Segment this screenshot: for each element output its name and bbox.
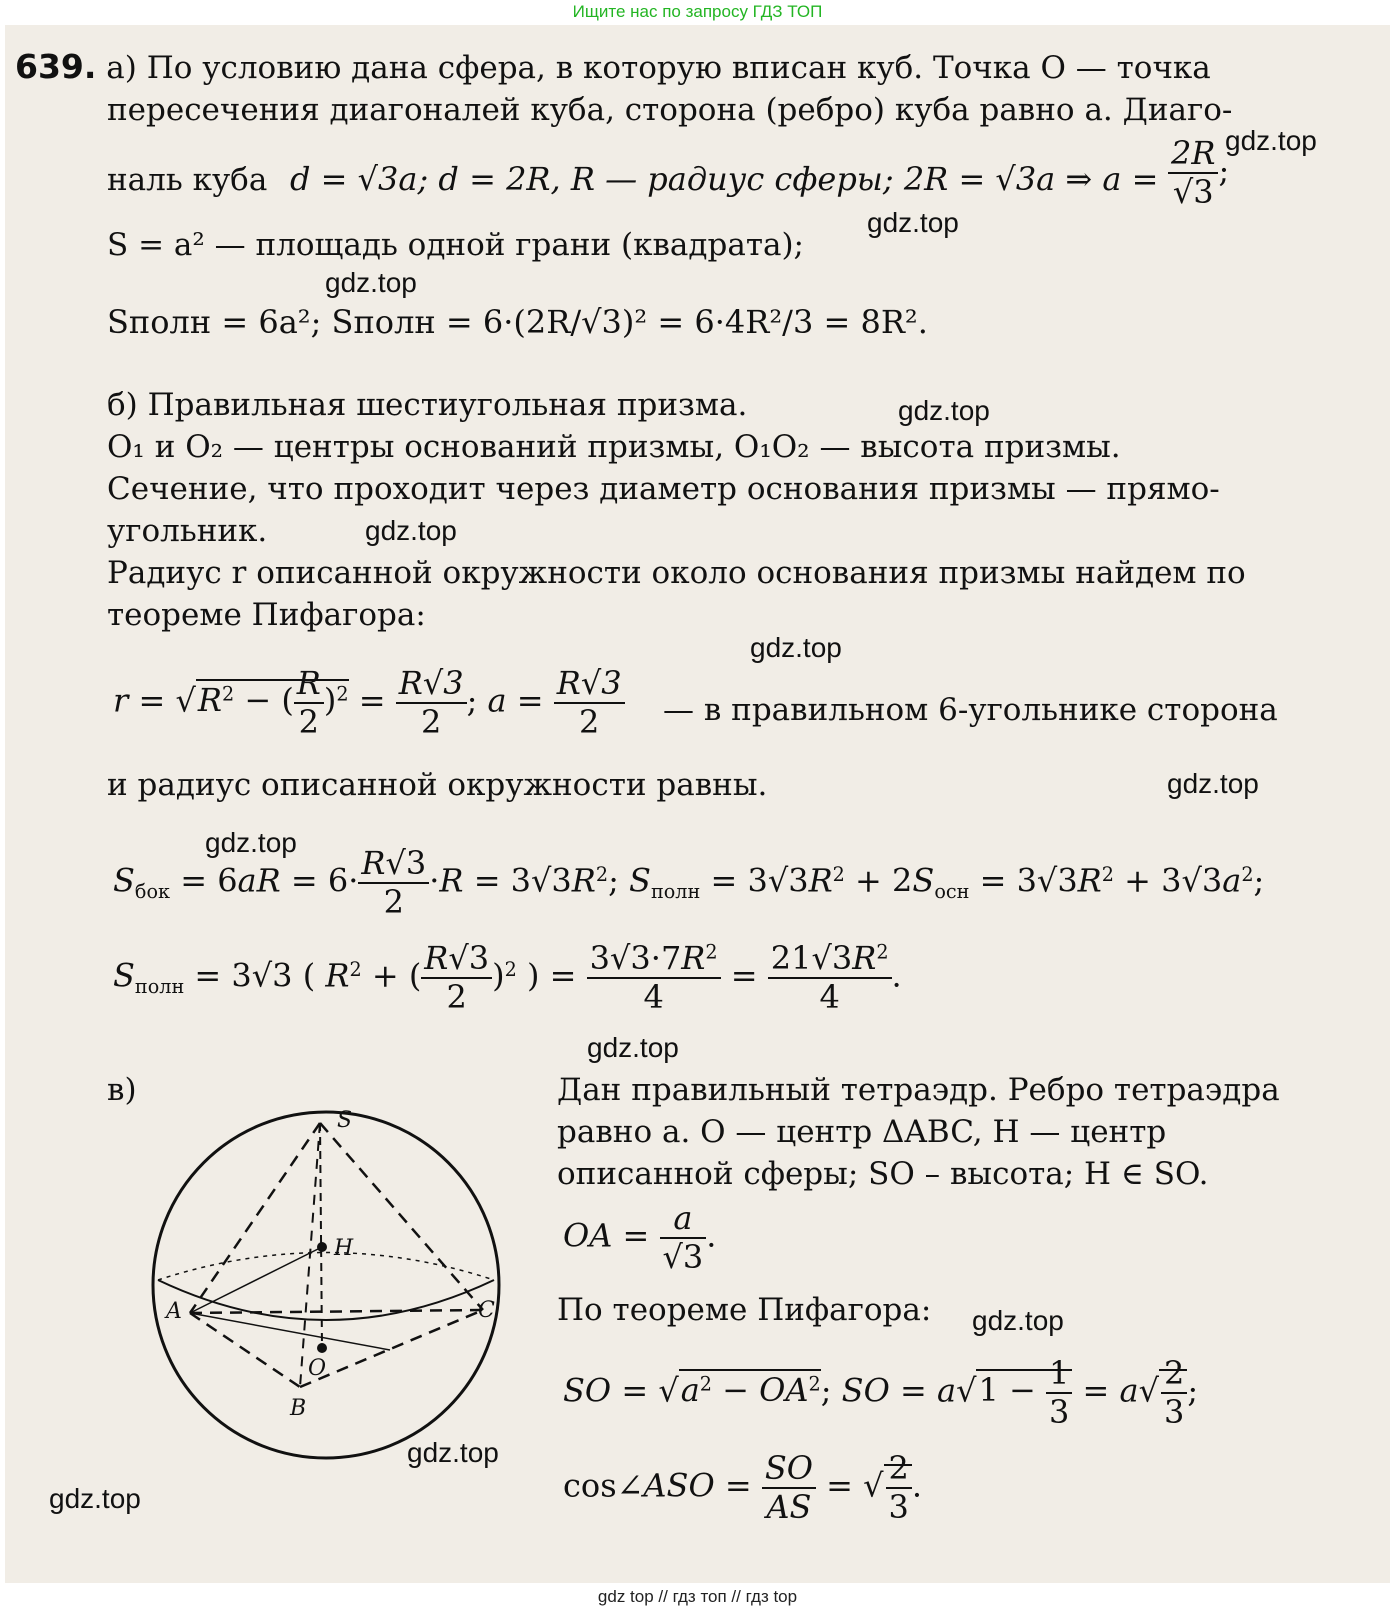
watermark: gdz.top [365, 515, 457, 546]
label-S: S [337, 1108, 353, 1133]
formula-c-SO: SO = $√a^2 - OA^2$; SO = a√1 − $\frac{1}{3}$ = a√ $\frac{2}{3}$ ; [563, 1354, 1199, 1431]
edge-SA [190, 1123, 320, 1313]
line-a3-text: наль куба [107, 162, 268, 198]
watermark: gdz.top [325, 267, 417, 298]
problem-number: 639. [15, 47, 97, 86]
sphere-outline [153, 1112, 499, 1458]
label-A: A [166, 1299, 182, 1324]
formula-a-area: Sполн = 6a²; Sполн = 6·(2R/√3)² = 6·4R²/3 = 8R². [107, 303, 928, 341]
formula-b-lateral: $S_{бок} = 6aR = 6\cdot$ $\frac{R√3}{2}$ $\cdot R = 3√3R^2$; $S_{полн} = 3√3R^2 + 2S_{осн} = 3√3R^2 + 3√3a^2$; [113, 844, 1265, 921]
edge-AB [190, 1313, 300, 1387]
line-b7-tail: — в правильном 6-угольнике сторона [663, 692, 1278, 728]
watermark: gdz.top [1167, 768, 1259, 799]
line-c3: описанной сферы; SO – высота; H ∈ SO. [557, 1156, 1209, 1192]
formula-a-diagonal: d = √3a; d = 2R, R — радиус сферы; 2R = √3a ⇒ a = [290, 160, 1159, 198]
watermark: gdz.top [205, 827, 297, 858]
label-B: B [290, 1396, 307, 1421]
label-H: H [334, 1236, 354, 1261]
point-O [317, 1343, 327, 1353]
textbook-page [5, 25, 1390, 1583]
watermark: gdz.top [750, 632, 842, 663]
equator-front [158, 1280, 494, 1320]
watermark: gdz.top [972, 1305, 1064, 1336]
watermark: gdz.top [898, 395, 990, 426]
line-b6: теореме Пифагора: [107, 597, 426, 633]
line-b4: угольник. [107, 513, 268, 549]
formula-a-fraction: $\frac{2R}{√3}$ ; [1168, 135, 1229, 211]
line-a4: S = a² — площадь одной грани (квадрата); [107, 227, 805, 263]
formula-b-radius: $r = √R^2$ − ( $\frac{R}{2}$ )$^2$ = $\frac{R√3}{2}$ ; a = $\frac{R√3}{2}$ [113, 665, 625, 741]
line-c1: Дан правильный тетраэдр. Ребро тетраэдра [557, 1072, 1280, 1108]
edge-SC [320, 1123, 483, 1310]
formula-b-total: $S_{полн} = 3√3$ ( $R^2$ + ( $\frac{R√3}{2}$ )$^2$ ) = $\frac{3√3\cdot 7R^2}{4}$ = $\frac{21√3R^2}{4}$ . [113, 939, 902, 1016]
edge-BC [300, 1310, 483, 1387]
watermark: gdz.top [1225, 125, 1317, 156]
line-b8: и радиус описанной окружности равны. [107, 767, 768, 803]
formula-c-cos: cos∠ASO = $\frac{SO}{AS}$ = √ $\frac{2}{3}$ . [563, 1449, 923, 1526]
point-H [317, 1242, 327, 1252]
watermark: gdz.top [407, 1437, 499, 1468]
footer-bar: gdz top // гдз топ // гдз top [0, 1583, 1395, 1611]
label-O: O [308, 1356, 327, 1381]
line-b2: O₁ и O₂ — центры оснований призмы, O₁O₂ — высота призмы. [107, 429, 1121, 465]
watermark: gdz.top [867, 207, 959, 238]
sphere-tetrahedron-diagram [150, 1105, 510, 1465]
label-C: C [478, 1298, 495, 1323]
watermark: gdz.top [49, 1483, 141, 1514]
formula-c-OA: OA = $\frac{a}{√3}$ . [563, 1199, 717, 1276]
line-b3: Сечение, что проходит через диаметр основания призмы — прямо- [107, 471, 1220, 507]
line-b5: Радиус r описанной окружности около основания призмы найдем по [107, 555, 1246, 591]
edge-AC [190, 1310, 483, 1313]
edge-SB [300, 1123, 320, 1387]
line-a2: пересечения диагоналей куба, сторона (ребро) куба равно a. Диаго- [107, 92, 1233, 128]
line-a1: 639. а) По условию дана сфера, в которую вписан куб. Точка O — точка [15, 47, 1211, 86]
height-SO [320, 1123, 322, 1348]
line-b1: б) Правильная шестиугольная призма. [107, 387, 748, 423]
watermark: gdz.top [587, 1032, 679, 1063]
site-banner[interactable]: Ищите нас по запросу ГДЗ ТОП [0, 0, 1395, 24]
label-c: в) [107, 1072, 137, 1108]
line-c4: По теореме Пифагора: [557, 1292, 932, 1328]
line-c2: равно a. O — центр ΔABC, H — центр [557, 1114, 1167, 1150]
